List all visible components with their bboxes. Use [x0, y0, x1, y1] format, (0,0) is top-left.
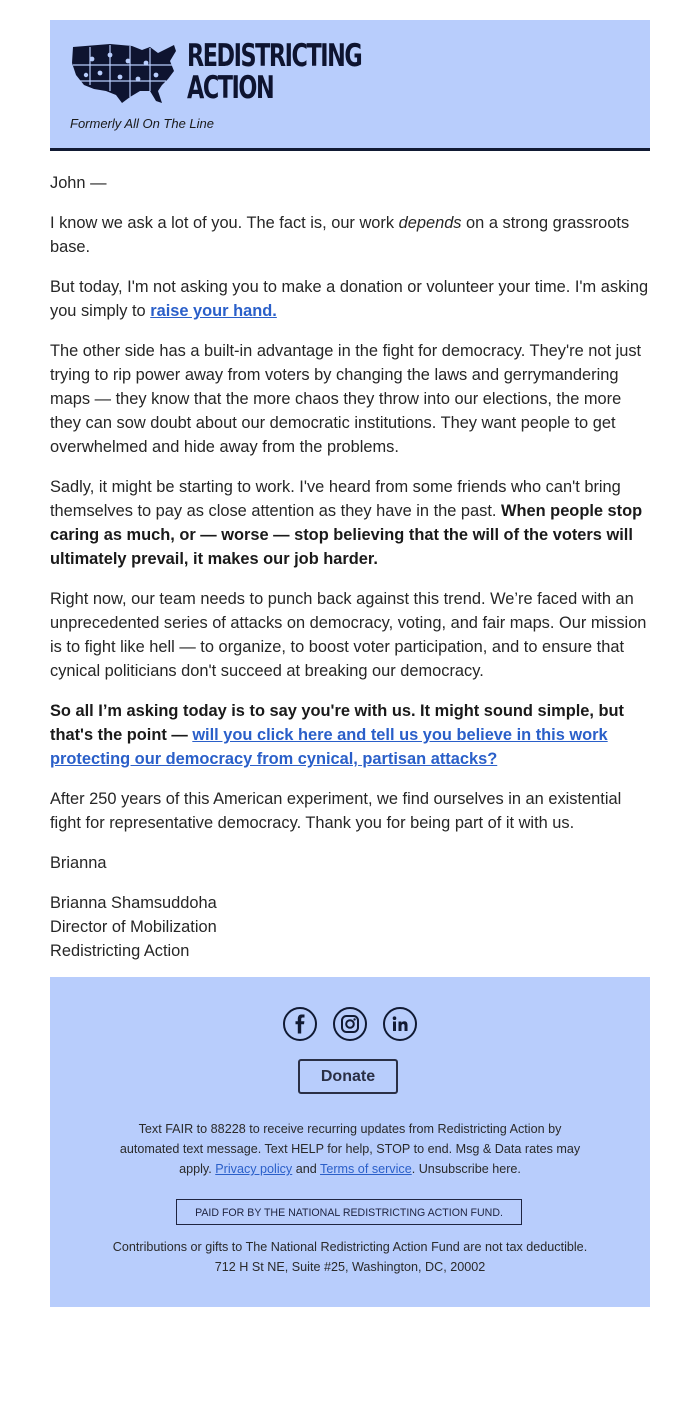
- terms-of-service-link[interactable]: Terms of service: [320, 1162, 412, 1176]
- paragraph-2: But today, I'm not asking you to make a donation or volunteer your time. I'm asking you simply to raise your hand.: [50, 278, 649, 320]
- paragraph-7: After 250 years of this American experiment, we find ourselves in an existential fight for representative democracy. Thank you for being part of it with us.: [50, 790, 622, 832]
- paragraph-1: I know we ask a lot of you. The fact is, our work depends on a strong grassroots base.: [50, 214, 630, 256]
- instagram-icon[interactable]: [333, 1007, 367, 1041]
- social-links: [50, 1007, 650, 1041]
- donate-button[interactable]: Donate: [298, 1059, 398, 1094]
- email-header: [50, 20, 650, 151]
- signature-block: [50, 891, 650, 963]
- email-footer: [50, 977, 650, 1307]
- tax-disclaimer: Contributions or gifts to The National Redistricting Action Fund are not tax deductible.: [112, 1240, 588, 1254]
- mailing-address: 712 H St NE, Suite #25, Washington, DC, 20002: [214, 1260, 486, 1274]
- sms-disclaimer: Text FAIR to 88228 to receive recurring updates from Redistricting Action by automated text message. Text HELP for help, STOP to end. Msg & Data rates may apply. Privacy policy and Terms of service. Unsubscribe here.: [119, 1122, 581, 1176]
- signoff: Brianna: [50, 854, 107, 872]
- believe-in-this-work-link[interactable]: will you click here and tell us you believe in this work protecting our democracy from cynical, partisan attacks?: [50, 726, 608, 768]
- signature-org: Redistricting Action: [50, 942, 190, 960]
- us-puzzle-map-icon: [70, 41, 178, 105]
- privacy-policy-link[interactable]: Privacy policy: [215, 1162, 293, 1176]
- brand-logo-text: REDISTRICTING ACTION: [187, 38, 362, 106]
- brand-tagline: Formerly All On The Line: [70, 116, 215, 131]
- facebook-icon[interactable]: [283, 1007, 317, 1041]
- paragraph-6: So all I’m asking today is to say you're with us. It might sound simple, but that's the point — will you click here and tell us you believe in this work protecting our democracy from cynical, partisan attacks?: [50, 702, 625, 768]
- linkedin-icon[interactable]: [383, 1007, 417, 1041]
- emphasis-depends: depends: [398, 214, 462, 232]
- raise-your-hand-link[interactable]: raise your hand.: [150, 302, 277, 320]
- signature-name: Brianna Shamsuddoha: [50, 894, 217, 912]
- contribution-notice: [70, 1237, 630, 1277]
- signature-title: Director of Mobilization: [50, 918, 217, 936]
- email-container: [50, 20, 650, 1307]
- greeting: John —: [50, 174, 107, 192]
- paragraph-3: The other side has a built-in advantage in the fight for democracy. They're not just trying to rip power away from voters by changing the laws and gerrymandering maps — they know that the more chaos they throw into our elections, the more they can sow doubt about our democratic institutions. They want people to get overwhelmed and hide away from the problems.: [50, 342, 642, 456]
- paragraph-5: Right now, our team needs to punch back against this trend. We’re faced with an unprecedented series of attacks on democracy, voting, and fair maps. Our mission is to fight like hell — to organize, to boost voter participation, and to ensure that cynical politicians don't succeed at breaking our democracy.: [50, 590, 647, 680]
- email-body: [50, 151, 650, 963]
- paid-for-disclaimer: PAID FOR BY THE NATIONAL REDISTRICTING ACTION FUND.: [176, 1199, 522, 1225]
- paragraph-4-bold: When people stop caring as much, or — worse — stop believing that the will of the voters will ultimately prevail, it makes our job harder.: [50, 502, 643, 568]
- paragraph-4: Sadly, it might be starting to work. I've heard from some friends who can't bring themselves to pay as close attention as they have in the past. When people stop caring as much, or — worse — stop believing that the will of the voters will ultimately prevail, it makes our job harder.: [50, 478, 643, 568]
